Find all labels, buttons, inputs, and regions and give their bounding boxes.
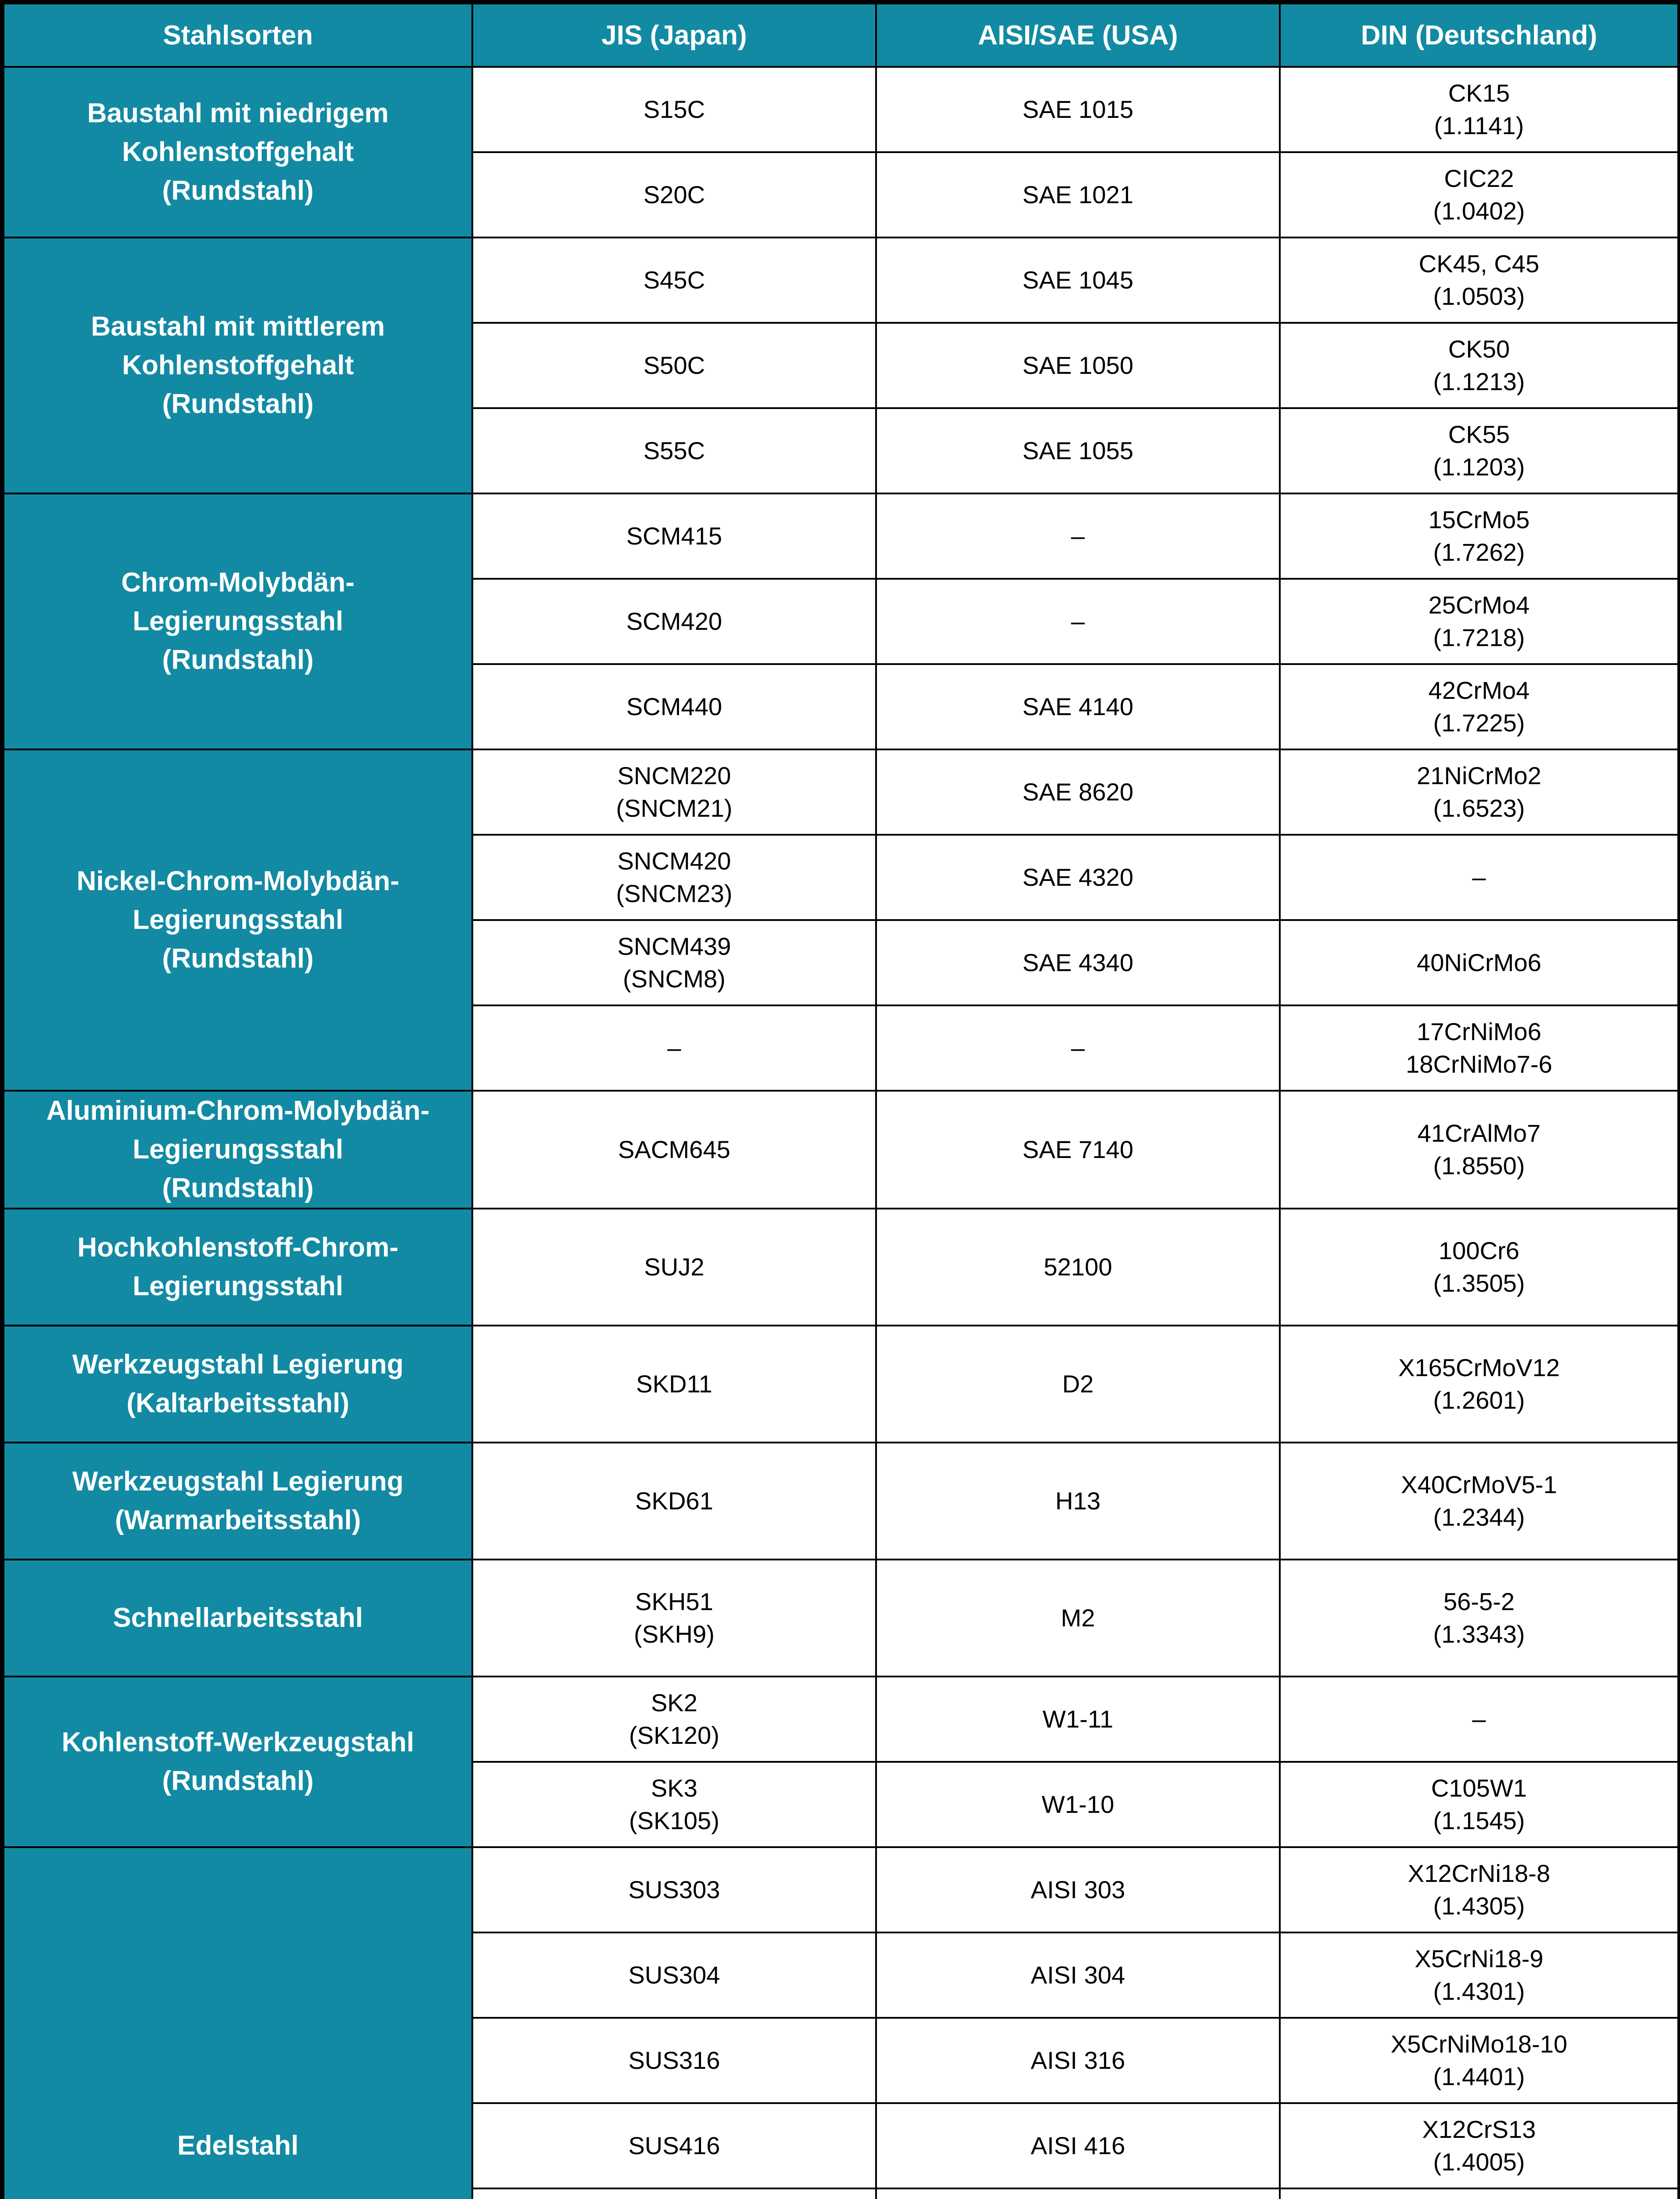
steel-category-label: Kohlenstoffgehalt bbox=[122, 137, 354, 167]
jis-grade: SUJ2 bbox=[644, 1253, 705, 1281]
aisi-sae-grade: 52100 bbox=[1044, 1253, 1112, 1281]
aisi-sae-grade-cell bbox=[876, 1209, 1280, 1326]
aisi-sae-grade: SAE 7140 bbox=[1022, 1136, 1134, 1163]
steel-category-cell bbox=[4, 1677, 472, 1847]
din-grade-cell bbox=[1280, 493, 1678, 579]
jis-grade: – bbox=[667, 1034, 681, 1062]
din-grade: 56-5-2 bbox=[1443, 1588, 1515, 1615]
table-body bbox=[4, 67, 1678, 2199]
jis-grade: SCM415 bbox=[626, 522, 722, 550]
din-grade: 15CrMo5 bbox=[1428, 506, 1530, 533]
jis-grade-cell bbox=[472, 2103, 876, 2188]
din-grade: CK15 bbox=[1448, 79, 1510, 107]
din-grade: (1.1545) bbox=[1433, 1807, 1525, 1834]
jis-grade: SUS416 bbox=[628, 2132, 720, 2159]
jis-grade-cell bbox=[472, 1091, 876, 1209]
din-grade: 100Cr6 bbox=[1439, 1237, 1519, 1264]
aisi-sae-grade-cell bbox=[876, 835, 1280, 920]
steel-category-label: (Rundstahl) bbox=[162, 389, 314, 419]
aisi-sae-grade: AISI 416 bbox=[1030, 2132, 1125, 2159]
jis-grade-cell bbox=[472, 920, 876, 1005]
jis-grade-cell bbox=[472, 579, 876, 664]
aisi-sae-grade: – bbox=[1071, 522, 1085, 550]
aisi-sae-grade-cell bbox=[876, 1762, 1280, 1847]
steel-category-cell bbox=[4, 237, 472, 493]
jis-grade-cell bbox=[472, 408, 876, 493]
din-grade-cell bbox=[1280, 1443, 1678, 1560]
jis-grade-cell bbox=[472, 749, 876, 835]
steel-category-cell bbox=[4, 1091, 472, 1209]
jis-grade-cell bbox=[472, 1209, 876, 1326]
aisi-sae-grade-cell bbox=[876, 237, 1280, 323]
din-grade-cell bbox=[1280, 1209, 1678, 1326]
din-grade: – bbox=[1472, 1705, 1486, 1733]
din-grade-cell bbox=[1280, 2018, 1678, 2103]
din-grade: (1.4305) bbox=[1433, 1892, 1525, 1920]
aisi-sae-grade-cell bbox=[876, 408, 1280, 493]
din-grade: 40NiCrMo6 bbox=[1417, 949, 1541, 976]
aisi-sae-grade-cell bbox=[876, 1005, 1280, 1091]
jis-grade-cell bbox=[472, 493, 876, 579]
din-grade: X5CrNi18-9 bbox=[1414, 1945, 1544, 1973]
jis-grade-cell bbox=[472, 664, 876, 749]
table-row bbox=[4, 1847, 1678, 1932]
jis-grade: (SNCM8) bbox=[623, 965, 726, 993]
din-grade: 21NiCrMo2 bbox=[1417, 762, 1541, 789]
din-grade-cell bbox=[1280, 835, 1678, 920]
steel-category-cell bbox=[4, 1560, 472, 1677]
jis-grade: SUS304 bbox=[628, 1961, 720, 1989]
jis-grade-cell bbox=[472, 1560, 876, 1677]
steel-category-label: Chrom-Molybdän- bbox=[121, 567, 355, 598]
aisi-sae-grade-cell bbox=[876, 493, 1280, 579]
header-din: DIN (Deutschland) bbox=[1280, 4, 1678, 67]
din-grade: (1.0503) bbox=[1433, 282, 1525, 310]
jis-grade: SK2 bbox=[651, 1689, 698, 1717]
din-grade: X5CrNiMo18-10 bbox=[1391, 2030, 1567, 2058]
aisi-sae-grade-cell bbox=[876, 2188, 1280, 2199]
din-grade: CK55 bbox=[1448, 420, 1510, 448]
aisi-sae-grade: W1-10 bbox=[1041, 1790, 1114, 1818]
jis-grade-cell bbox=[472, 1762, 876, 1847]
din-grade-cell bbox=[1280, 1677, 1678, 1762]
jis-grade-cell bbox=[472, 152, 876, 237]
din-grade: 25CrMo4 bbox=[1428, 591, 1530, 619]
aisi-sae-grade: AISI 303 bbox=[1030, 1876, 1125, 1903]
din-grade: (1.4301) bbox=[1433, 1977, 1525, 2005]
table-row bbox=[4, 749, 1678, 835]
steel-category-label: (Warmarbeitsstahl) bbox=[115, 1505, 361, 1535]
jis-grade: SK3 bbox=[651, 1774, 698, 1802]
header-jis: JIS (Japan) bbox=[472, 4, 876, 67]
din-grade-cell bbox=[1280, 2103, 1678, 2188]
steel-category-label: (Rundstahl) bbox=[162, 175, 314, 206]
din-grade-cell bbox=[1280, 920, 1678, 1005]
din-grade-cell bbox=[1280, 1560, 1678, 1677]
din-grade: (1.2601) bbox=[1433, 1386, 1525, 1414]
jis-grade: SACM645 bbox=[618, 1136, 730, 1163]
din-grade: (1.8550) bbox=[1433, 1152, 1525, 1180]
table-row bbox=[4, 1209, 1678, 1326]
aisi-sae-grade-cell bbox=[876, 1443, 1280, 1560]
aisi-sae-grade: SAE 4320 bbox=[1022, 863, 1134, 891]
jis-grade: SUS316 bbox=[628, 2046, 720, 2074]
aisi-sae-grade-cell bbox=[876, 579, 1280, 664]
steel-category-label: Kohlenstoff-Werkzeugstahl bbox=[62, 1727, 414, 1757]
jis-grade: SKH51 bbox=[635, 1588, 713, 1615]
jis-grade-cell bbox=[472, 1326, 876, 1443]
din-grade-cell bbox=[1280, 1005, 1678, 1091]
steel-category-label: Baustahl mit niedrigem bbox=[87, 98, 389, 128]
aisi-sae-grade-cell bbox=[876, 664, 1280, 749]
steel-category-label: Hochkohlenstoff-Chrom- bbox=[77, 1232, 399, 1263]
aisi-sae-grade: AISI 316 bbox=[1030, 2046, 1125, 2074]
din-grade-cell bbox=[1280, 323, 1678, 408]
din-grade: – bbox=[1472, 863, 1486, 891]
din-grade: 41CrAlMo7 bbox=[1417, 1119, 1541, 1147]
jis-grade: (SK120) bbox=[629, 1721, 719, 1749]
din-grade: X12CrNi18-8 bbox=[1408, 1859, 1550, 1887]
aisi-sae-grade: H13 bbox=[1055, 1487, 1101, 1515]
aisi-sae-grade-cell bbox=[876, 323, 1280, 408]
din-grade: (1.6523) bbox=[1433, 794, 1525, 822]
din-grade-cell bbox=[1280, 579, 1678, 664]
table-row bbox=[4, 237, 1678, 323]
jis-grade-cell bbox=[472, 323, 876, 408]
din-grade: CK50 bbox=[1448, 335, 1510, 363]
aisi-sae-grade: W1-11 bbox=[1042, 1705, 1114, 1733]
steel-category-label: Nickel-Chrom-Molybdän- bbox=[77, 866, 399, 896]
din-grade: 17CrNiMo6 bbox=[1417, 1018, 1541, 1045]
steel-category-label: Werkzeugstahl Legierung bbox=[72, 1466, 404, 1497]
aisi-sae-grade: D2 bbox=[1062, 1370, 1094, 1398]
din-grade-cell bbox=[1280, 408, 1678, 493]
steel-category-cell bbox=[4, 749, 472, 1091]
header-aisi-sae: AISI/SAE (USA) bbox=[876, 4, 1280, 67]
steel-category-label: Legierungsstahl bbox=[132, 606, 343, 636]
jis-grade: SKD11 bbox=[636, 1370, 712, 1398]
jis-grade: S45C bbox=[643, 266, 705, 294]
aisi-sae-grade: SAE 1045 bbox=[1022, 266, 1134, 294]
jis-grade-cell bbox=[472, 1677, 876, 1762]
din-grade: C105W1 bbox=[1431, 1774, 1527, 1802]
table-row bbox=[4, 1443, 1678, 1560]
din-grade-cell bbox=[1280, 1762, 1678, 1847]
steel-category-label: Edelstahl bbox=[177, 2130, 299, 2161]
table-header-row bbox=[4, 4, 1678, 67]
jis-grade: (SK105) bbox=[629, 1807, 719, 1834]
aisi-sae-grade: – bbox=[1071, 607, 1085, 635]
aisi-sae-grade: SAE 4340 bbox=[1022, 949, 1134, 976]
jis-grade-cell bbox=[472, 835, 876, 920]
jis-grade-cell bbox=[472, 1932, 876, 2018]
din-grade: (1.7218) bbox=[1433, 624, 1525, 651]
din-grade-cell bbox=[1280, 2188, 1678, 2199]
table-row bbox=[4, 1560, 1678, 1677]
steel-category-label: Legierungsstahl bbox=[132, 1134, 343, 1165]
steel-category-label: Schnellarbeitsstahl bbox=[113, 1603, 363, 1633]
aisi-sae-grade-cell bbox=[876, 1560, 1280, 1677]
din-grade: (1.3343) bbox=[1433, 1620, 1525, 1648]
header-steel-type: Stahlsorten bbox=[4, 4, 472, 67]
din-grade: (1.0402) bbox=[1433, 197, 1525, 225]
steel-category-cell bbox=[4, 1209, 472, 1326]
aisi-sae-grade-cell bbox=[876, 920, 1280, 1005]
steel-category-cell bbox=[4, 1443, 472, 1560]
aisi-sae-grade: SAE 4140 bbox=[1022, 693, 1134, 720]
din-grade-cell bbox=[1280, 1091, 1678, 1209]
table-row bbox=[4, 1677, 1678, 1762]
steel-category-label: Legierungsstahl bbox=[132, 1271, 343, 1301]
jis-grade-cell bbox=[472, 2188, 876, 2199]
aisi-sae-grade: M2 bbox=[1061, 1604, 1095, 1632]
jis-grade-cell bbox=[472, 67, 876, 152]
din-grade-cell bbox=[1280, 237, 1678, 323]
din-grade: X40CrMoV5-1 bbox=[1401, 1471, 1557, 1498]
steel-category-label: Baustahl mit mittlerem bbox=[91, 311, 385, 342]
jis-grade-cell bbox=[472, 2018, 876, 2103]
din-grade: X165CrMoV12 bbox=[1398, 1354, 1560, 1381]
jis-grade: S55C bbox=[643, 437, 705, 464]
aisi-sae-grade: SAE 1015 bbox=[1022, 95, 1134, 123]
steel-category-cell bbox=[4, 1847, 472, 2199]
din-grade: 18CrNiMo7-6 bbox=[1406, 1050, 1552, 1078]
jis-grade: (SNCM21) bbox=[616, 794, 733, 822]
din-grade: CIC22 bbox=[1444, 164, 1514, 192]
din-grade: (1.4401) bbox=[1433, 2063, 1525, 2090]
steel-category-label: (Kaltarbeitsstahl) bbox=[126, 1388, 350, 1418]
jis-grade: S15C bbox=[643, 95, 705, 123]
steel-category-label: (Rundstahl) bbox=[162, 1766, 314, 1796]
jis-grade: S50C bbox=[643, 351, 705, 379]
table-row bbox=[4, 493, 1678, 579]
din-grade-cell bbox=[1280, 1326, 1678, 1443]
din-grade-cell bbox=[1280, 749, 1678, 835]
din-grade-cell bbox=[1280, 1932, 1678, 2018]
din-grade-cell bbox=[1280, 67, 1678, 152]
din-grade: (1.7225) bbox=[1433, 709, 1525, 737]
din-grade: X12CrS13 bbox=[1422, 2115, 1536, 2143]
aisi-sae-grade-cell bbox=[876, 1326, 1280, 1443]
aisi-sae-grade: SAE 1055 bbox=[1022, 437, 1134, 464]
steel-category-label: Werkzeugstahl Legierung bbox=[72, 1349, 404, 1380]
jis-grade-cell bbox=[472, 237, 876, 323]
jis-grade: (SNCM23) bbox=[616, 880, 733, 907]
jis-grade: SCM420 bbox=[626, 607, 722, 635]
jis-grade: SCM440 bbox=[626, 693, 722, 720]
steel-category-label: Aluminium-Chrom-Molybdän- bbox=[46, 1096, 430, 1126]
steel-category-cell bbox=[4, 67, 472, 237]
aisi-sae-grade: – bbox=[1071, 1034, 1085, 1062]
jis-grade: SNCM420 bbox=[617, 847, 731, 875]
jis-grade: S20C bbox=[643, 181, 705, 208]
aisi-sae-grade-cell bbox=[876, 1091, 1280, 1209]
jis-grade-cell bbox=[472, 1847, 876, 1932]
steel-category-cell bbox=[4, 1326, 472, 1443]
jis-grade: (SKH9) bbox=[634, 1620, 715, 1648]
din-grade: 42CrMo4 bbox=[1428, 676, 1530, 704]
jis-grade-cell bbox=[472, 1005, 876, 1091]
din-grade: (1.4005) bbox=[1433, 2148, 1525, 2176]
jis-grade: SKD61 bbox=[635, 1487, 713, 1515]
table-row bbox=[4, 1091, 1678, 1209]
steel-category-label: (Rundstahl) bbox=[162, 943, 314, 974]
aisi-sae-grade: SAE 1021 bbox=[1022, 181, 1134, 208]
aisi-sae-grade-cell bbox=[876, 1932, 1280, 2018]
steel-category-label: Legierungsstahl bbox=[132, 905, 343, 935]
aisi-sae-grade-cell bbox=[876, 1847, 1280, 1932]
steel-category-label: (Rundstahl) bbox=[162, 1173, 314, 1203]
jis-grade: SNCM220 bbox=[617, 762, 731, 789]
aisi-sae-grade-cell bbox=[876, 749, 1280, 835]
steel-category-label: Kohlenstoffgehalt bbox=[122, 350, 354, 380]
aisi-sae-grade-cell bbox=[876, 67, 1280, 152]
din-grade-cell bbox=[1280, 664, 1678, 749]
din-grade: (1.2344) bbox=[1433, 1503, 1525, 1531]
din-grade: (1.1203) bbox=[1433, 453, 1525, 481]
din-grade: (1.3505) bbox=[1433, 1269, 1525, 1297]
aisi-sae-grade-cell bbox=[876, 152, 1280, 237]
aisi-sae-grade: AISI 304 bbox=[1030, 1961, 1125, 1989]
aisi-sae-grade: SAE 1050 bbox=[1022, 351, 1134, 379]
jis-grade: SNCM439 bbox=[617, 932, 731, 960]
aisi-sae-grade-cell bbox=[876, 1677, 1280, 1762]
din-grade: CK45, C45 bbox=[1419, 250, 1539, 278]
din-grade-cell bbox=[1280, 1847, 1678, 1932]
din-grade: (1.7262) bbox=[1433, 538, 1525, 566]
aisi-sae-grade-cell bbox=[876, 2103, 1280, 2188]
din-grade-cell bbox=[1280, 152, 1678, 237]
table-row bbox=[4, 1326, 1678, 1443]
steel-grade-table bbox=[3, 3, 1679, 2199]
steel-category-cell bbox=[4, 493, 472, 749]
din-grade: (1.1141) bbox=[1434, 112, 1524, 139]
jis-grade-cell bbox=[472, 1443, 876, 1560]
aisi-sae-grade: SAE 8620 bbox=[1022, 778, 1134, 806]
table-row bbox=[4, 67, 1678, 152]
din-grade: (1.1213) bbox=[1433, 368, 1525, 395]
steel-category-label: (Rundstahl) bbox=[162, 645, 314, 675]
aisi-sae-grade-cell bbox=[876, 2018, 1280, 2103]
jis-grade: SUS303 bbox=[628, 1876, 720, 1903]
